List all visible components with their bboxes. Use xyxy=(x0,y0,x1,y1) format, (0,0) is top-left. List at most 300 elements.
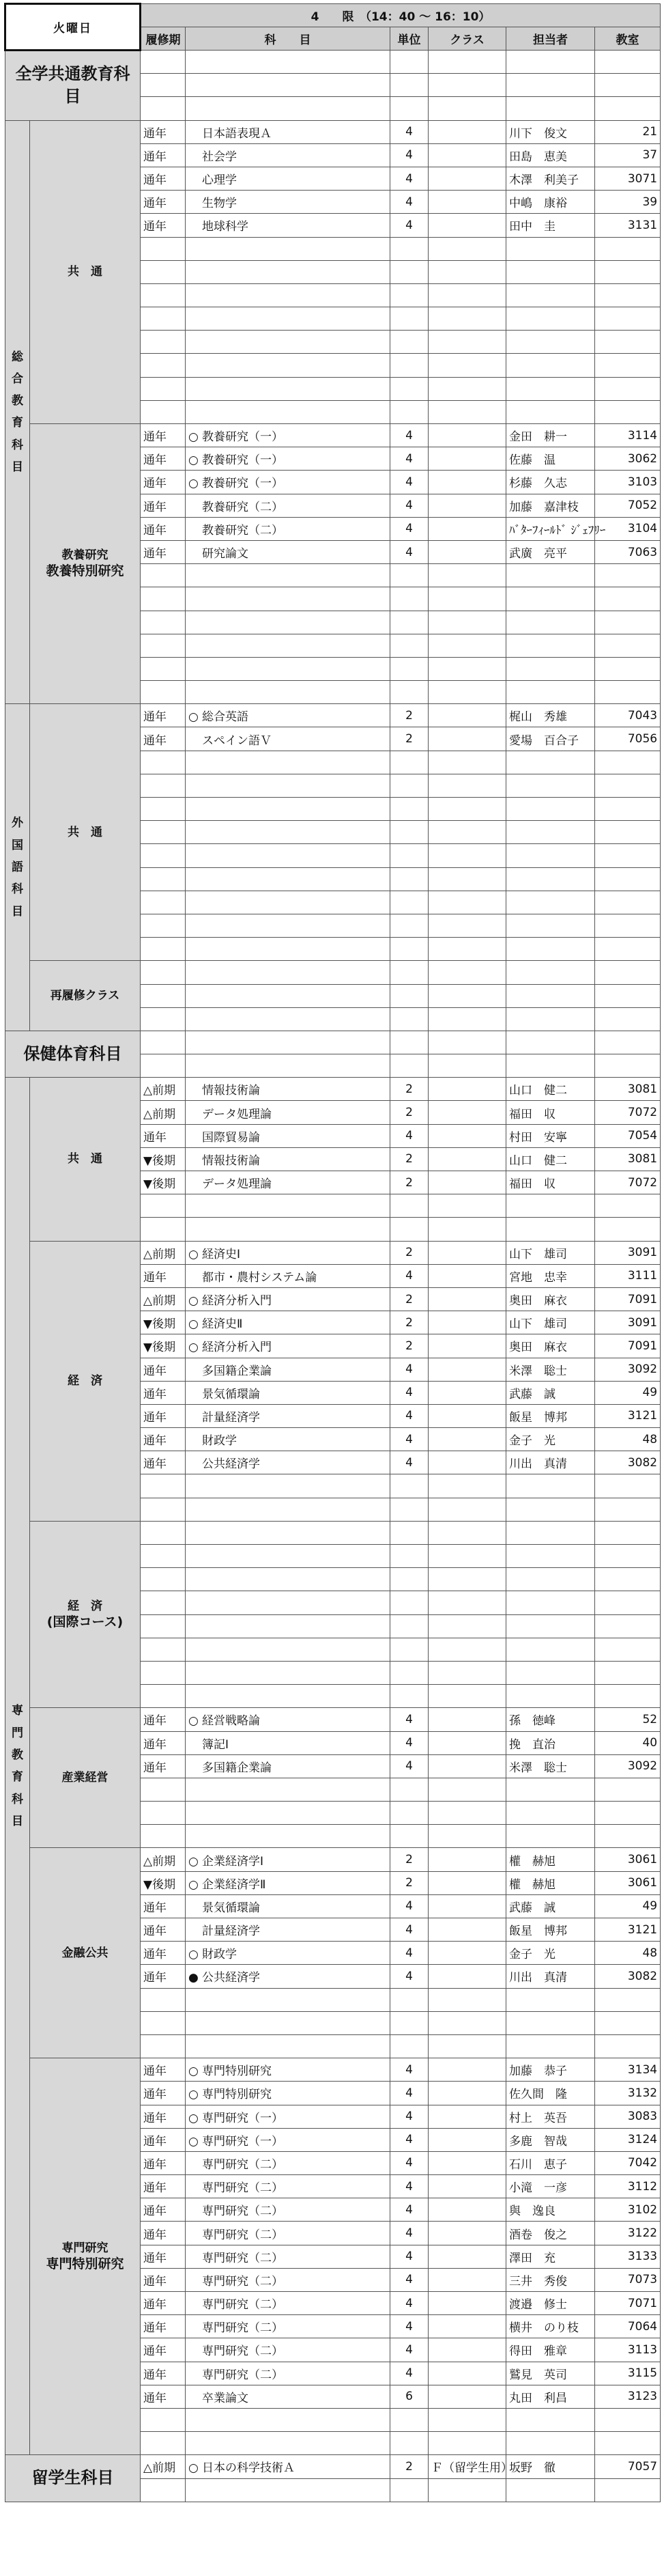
col-units: 単位 xyxy=(390,27,429,51)
units-cell xyxy=(390,1591,429,1614)
units-cell xyxy=(390,331,429,354)
term-cell: 通年 xyxy=(141,1451,186,1474)
teacher-cell xyxy=(506,2034,595,2058)
term-cell xyxy=(141,2011,186,2034)
course-name: 多国籍企業論 xyxy=(202,1364,272,1378)
units-cell xyxy=(390,283,429,307)
term-cell xyxy=(141,1661,186,1684)
group-label-main: 共 通 xyxy=(68,1152,102,1166)
course-name: 専門研究（二） xyxy=(202,2274,283,2288)
teacher-cell xyxy=(506,2478,595,2502)
term-cell xyxy=(141,331,186,354)
units-cell: 4 xyxy=(390,120,429,143)
category-label: 総合教育科目 xyxy=(5,120,30,704)
subject-cell xyxy=(186,74,390,97)
class-cell xyxy=(429,2082,506,2105)
room-cell xyxy=(595,1545,661,1568)
subject-cell xyxy=(186,237,390,260)
class-cell xyxy=(429,2198,506,2222)
units-cell: 4 xyxy=(390,2245,429,2268)
subject-cell xyxy=(186,1241,390,1264)
group-label-main: 専門研究 xyxy=(61,2241,109,2255)
term-cell: ▼後期 xyxy=(141,1334,186,1358)
units-cell: 4 xyxy=(390,2268,429,2291)
class-cell xyxy=(429,424,506,447)
units-cell xyxy=(390,938,429,961)
units-cell: 4 xyxy=(390,2151,429,2174)
subject-cell xyxy=(186,774,390,797)
empty-row xyxy=(5,961,661,984)
room-cell: 3061 xyxy=(595,1871,661,1894)
class-cell xyxy=(429,1334,506,1358)
units-cell xyxy=(390,891,429,914)
term-cell xyxy=(141,283,186,307)
group-label-main: 経 済 xyxy=(68,1599,102,1613)
room-cell: 21 xyxy=(595,120,661,143)
room-cell: 3071 xyxy=(595,167,661,190)
units-cell: 2 xyxy=(390,727,429,751)
term-cell xyxy=(141,564,186,587)
course-name: 心理学 xyxy=(202,173,237,188)
teacher-cell: 村田 安寧 xyxy=(506,1124,595,1147)
term-cell xyxy=(141,354,186,377)
teacher-cell: 米澤 聡士 xyxy=(506,1754,595,1778)
subject-cell xyxy=(186,377,390,400)
class-cell xyxy=(429,751,506,774)
teacher-cell: 横井 のり枝 xyxy=(506,2315,595,2338)
units-cell xyxy=(390,2408,429,2431)
subject-cell xyxy=(186,634,390,657)
term-cell: 通年 xyxy=(141,2385,186,2408)
units-cell xyxy=(390,1474,429,1498)
class-cell xyxy=(429,1171,506,1194)
units-cell xyxy=(390,1498,429,1521)
units-cell: 4 xyxy=(390,1381,429,1404)
course-mark: ○ xyxy=(188,1854,199,1868)
units-cell xyxy=(390,1661,429,1684)
term-cell xyxy=(141,1521,186,1544)
class-cell xyxy=(429,1848,506,1871)
class-cell xyxy=(429,2034,506,2058)
teacher-cell xyxy=(506,634,595,657)
subject-cell xyxy=(186,1381,390,1404)
class-cell xyxy=(429,354,506,377)
teacher-cell xyxy=(506,283,595,307)
course-name: 多国籍企業論 xyxy=(202,1761,272,1775)
group-label-main: 産業経営 xyxy=(61,1771,109,1785)
teacher-cell: 梶山 秀雄 xyxy=(506,704,595,727)
class-cell xyxy=(429,237,506,260)
course-name: 日本語表現Ａ xyxy=(202,126,272,141)
teacher-cell: 中嶋 康裕 xyxy=(506,191,595,214)
course-name: 公共経済学 xyxy=(202,1971,260,1985)
course-mark: ○ xyxy=(188,2088,199,2102)
units-cell xyxy=(390,1054,429,1078)
subject-cell xyxy=(186,914,390,937)
teacher-cell: 木澤 利美子 xyxy=(506,167,595,190)
subject-cell xyxy=(186,1894,390,1918)
period-title: 4 限 （14：40 ～ 16：10） xyxy=(141,4,661,27)
term-cell xyxy=(141,844,186,867)
term-cell: 通年 xyxy=(141,1942,186,1965)
units-cell xyxy=(390,774,429,797)
teacher-cell xyxy=(506,867,595,891)
units-cell: 2 xyxy=(390,1147,429,1171)
teacher-cell xyxy=(506,587,595,611)
class-cell xyxy=(429,1988,506,2011)
group-label-main: 再履修クラス xyxy=(50,989,120,1003)
term-cell: 通年 xyxy=(141,2198,186,2222)
class-cell xyxy=(429,704,506,727)
room-cell: 3102 xyxy=(595,2198,661,2222)
units-cell: 4 xyxy=(390,540,429,563)
room-cell: 3092 xyxy=(595,1754,661,1778)
term-cell: 通年 xyxy=(141,1965,186,1988)
room-cell xyxy=(595,1474,661,1498)
room-cell: 7054 xyxy=(595,1124,661,1147)
course-name: 計量経済学 xyxy=(202,1410,260,1425)
room-cell xyxy=(595,260,661,283)
room-cell: 37 xyxy=(595,143,661,167)
term-cell: 通年 xyxy=(141,2362,186,2385)
class-cell xyxy=(429,1545,506,1568)
room-cell xyxy=(595,961,661,984)
subject-cell xyxy=(186,2151,390,2174)
units-cell xyxy=(390,1685,429,1708)
subject-cell xyxy=(186,1404,390,1427)
class-cell xyxy=(429,681,506,704)
room-cell xyxy=(595,1591,661,1614)
units-cell: 4 xyxy=(390,2175,429,2198)
header-row-top xyxy=(5,4,661,27)
subject-cell xyxy=(186,307,390,331)
course-name: 都市・農村システム論 xyxy=(202,1270,317,1285)
term-cell xyxy=(141,2432,186,2455)
teacher-cell xyxy=(506,1545,595,1568)
term-cell: 通年 xyxy=(141,471,186,494)
col-room: 教室 xyxy=(595,27,661,51)
class-cell xyxy=(429,914,506,937)
units-cell: 4 xyxy=(390,447,429,471)
course-name: 日本の科学技術Ａ xyxy=(202,2461,295,2476)
course-row xyxy=(5,1708,661,1731)
units-cell: 4 xyxy=(390,2128,429,2151)
teacher-cell xyxy=(506,938,595,961)
teacher-cell: 飯星 博邦 xyxy=(506,1918,595,1942)
term-cell xyxy=(141,751,186,774)
term-cell xyxy=(141,1498,186,1521)
units-cell xyxy=(390,961,429,984)
units-cell: 4 xyxy=(390,494,429,517)
term-cell xyxy=(141,657,186,680)
room-cell xyxy=(595,611,661,634)
term-cell xyxy=(141,1591,186,1614)
teacher-cell: 挽 直治 xyxy=(506,1731,595,1754)
room-cell xyxy=(595,587,661,611)
term-cell: 通年 xyxy=(141,494,186,517)
subject-cell xyxy=(186,681,390,704)
course-name: 情報技術論 xyxy=(202,1084,260,1098)
subject-cell xyxy=(186,424,390,447)
room-cell xyxy=(595,2478,661,2502)
subject-cell xyxy=(186,1802,390,1825)
class-cell xyxy=(429,1381,506,1404)
class-cell xyxy=(429,540,506,563)
room-cell: 3082 xyxy=(595,1965,661,1988)
room-cell xyxy=(595,1638,661,1661)
course-name: 専門研究（二） xyxy=(202,2204,283,2219)
term-cell: 通年 xyxy=(141,214,186,237)
units-cell: 4 xyxy=(390,1942,429,1965)
teacher-cell: 三井 秀俊 xyxy=(506,2268,595,2291)
timetable-page xyxy=(0,3,664,2576)
course-mark: ○ xyxy=(188,1294,199,1308)
subject-cell xyxy=(186,2455,390,2478)
teacher-cell: 山下 雄司 xyxy=(506,1311,595,1334)
group-label-main: 共 通 xyxy=(68,825,102,839)
category-label: 全学共通教育科目 xyxy=(5,51,141,121)
class-cell xyxy=(429,1708,506,1731)
teacher-cell xyxy=(506,377,595,400)
room-cell xyxy=(595,681,661,704)
units-cell xyxy=(390,1825,429,1848)
term-cell: 通年 xyxy=(141,1894,186,1918)
class-cell xyxy=(429,1591,506,1614)
class-cell xyxy=(429,961,506,984)
term-cell: 通年 xyxy=(141,727,186,751)
teacher-cell: 田中 圭 xyxy=(506,214,595,237)
units-cell: 4 xyxy=(390,2222,429,2245)
room-cell xyxy=(595,798,661,821)
units-cell: 4 xyxy=(390,1754,429,1778)
subject-cell xyxy=(186,1638,390,1661)
teacher-cell xyxy=(506,2011,595,2034)
teacher-cell xyxy=(506,1988,595,2011)
room-cell xyxy=(595,283,661,307)
room-cell: 3081 xyxy=(595,1147,661,1171)
units-cell: 4 xyxy=(390,2082,429,2105)
timetable xyxy=(4,3,661,2502)
subject-cell xyxy=(186,471,390,494)
term-cell xyxy=(141,1054,186,1078)
teacher-cell: 村上 英吾 xyxy=(506,2105,595,2128)
class-cell xyxy=(429,587,506,611)
room-cell: 7072 xyxy=(595,1101,661,1124)
class-cell xyxy=(429,1521,506,1544)
units-cell: 2 xyxy=(390,704,429,727)
subject-cell xyxy=(186,2245,390,2268)
subject-cell xyxy=(186,821,390,844)
units-cell xyxy=(390,1568,429,1591)
class-cell xyxy=(429,471,506,494)
teacher-cell xyxy=(506,681,595,704)
room-cell: 3134 xyxy=(595,2058,661,2082)
course-name: 卒業論文 xyxy=(202,2391,248,2405)
room-cell xyxy=(595,1218,661,1241)
room-cell xyxy=(595,751,661,774)
group-label xyxy=(30,1848,141,2058)
teacher-cell: 武藤 誠 xyxy=(506,1894,595,1918)
subject-cell xyxy=(186,2315,390,2338)
term-cell: 通年 xyxy=(141,1404,186,1427)
class-cell xyxy=(429,1778,506,1801)
category-label: 外国語科目 xyxy=(5,704,30,1031)
subject-cell xyxy=(186,214,390,237)
teacher-cell: 金田 耕一 xyxy=(506,424,595,447)
subject-cell xyxy=(186,938,390,961)
units-cell: 2 xyxy=(390,1101,429,1124)
course-name: 国際貿易論 xyxy=(202,1130,260,1145)
course-name: 生物学 xyxy=(202,197,237,211)
subject-cell xyxy=(186,1287,390,1311)
subject-cell xyxy=(186,494,390,517)
room-cell: 48 xyxy=(595,1942,661,1965)
teacher-cell xyxy=(506,74,595,97)
units-cell xyxy=(390,377,429,400)
term-cell xyxy=(141,961,186,984)
subject-cell xyxy=(186,564,390,587)
term-cell xyxy=(141,1802,186,1825)
teacher-cell: 多鹿 智哉 xyxy=(506,2128,595,2151)
units-cell xyxy=(390,564,429,587)
class-cell xyxy=(429,984,506,1007)
course-row xyxy=(5,424,661,447)
term-cell xyxy=(141,681,186,704)
term-cell: 通年 xyxy=(141,2082,186,2105)
subject-cell xyxy=(186,2011,390,2034)
group-label xyxy=(30,1078,141,1241)
subject-cell xyxy=(186,167,390,190)
course-name: 地球科学 xyxy=(202,220,248,234)
room-cell: 3131 xyxy=(595,214,661,237)
class-cell xyxy=(429,1802,506,1825)
room-cell: 3113 xyxy=(595,2338,661,2362)
term-cell xyxy=(141,891,186,914)
teacher-cell: 權 赫旭 xyxy=(506,1848,595,1871)
subject-cell xyxy=(186,1754,390,1778)
course-mark: ● xyxy=(188,1971,199,1985)
units-cell xyxy=(390,821,429,844)
teacher-cell xyxy=(506,1825,595,1848)
course-name: 公共経済学 xyxy=(202,1457,260,1472)
teacher-cell xyxy=(506,1218,595,1241)
class-cell xyxy=(429,1685,506,1708)
course-name: 企業経済学Ⅱ xyxy=(202,1877,266,1892)
class-cell xyxy=(429,727,506,751)
units-cell: 2 xyxy=(390,1334,429,1358)
course-row xyxy=(5,1078,661,1101)
units-cell: 2 xyxy=(390,1241,429,1264)
term-cell xyxy=(141,1007,186,1031)
teacher-cell xyxy=(506,354,595,377)
course-name: 経済史Ⅰ xyxy=(202,1247,241,1261)
subject-cell xyxy=(186,2082,390,2105)
units-cell: 2 xyxy=(390,1311,429,1334)
term-cell: 通年 xyxy=(141,2058,186,2082)
subject-cell xyxy=(186,1428,390,1451)
room-cell xyxy=(595,1007,661,1031)
class-cell xyxy=(429,1404,506,1427)
class-cell xyxy=(429,1358,506,1381)
teacher-cell xyxy=(506,1568,595,1591)
course-name: 景気循環論 xyxy=(202,1387,260,1401)
teacher-cell: 孫 徳峰 xyxy=(506,1708,595,1731)
room-cell xyxy=(595,657,661,680)
units-cell: 4 xyxy=(390,1124,429,1147)
course-name: 企業経済学Ⅰ xyxy=(202,1854,264,1868)
course-name: 総合英語 xyxy=(202,710,248,725)
class-cell xyxy=(429,774,506,797)
class-cell xyxy=(429,867,506,891)
course-mark: ○ xyxy=(188,477,199,491)
term-cell xyxy=(141,1778,186,1801)
class-cell xyxy=(429,307,506,331)
term-cell: △前期 xyxy=(141,1101,186,1124)
units-cell xyxy=(390,237,429,260)
teacher-cell xyxy=(506,657,595,680)
subject-cell xyxy=(186,331,390,354)
teacher-cell xyxy=(506,564,595,587)
term-cell: 通年 xyxy=(141,540,186,563)
col-class: クラス xyxy=(429,27,506,51)
room-cell xyxy=(595,938,661,961)
course-name: 経済分析入門 xyxy=(202,1341,272,1355)
teacher-cell xyxy=(506,1521,595,1544)
teacher-cell: 丸田 利昌 xyxy=(506,2385,595,2408)
room-cell: 7091 xyxy=(595,1287,661,1311)
subject-cell xyxy=(186,727,390,751)
teacher-cell xyxy=(506,1474,595,1498)
subject-cell xyxy=(186,1848,390,1871)
class-cell xyxy=(429,1218,506,1241)
teacher-cell: 得田 雅章 xyxy=(506,2338,595,2362)
course-row xyxy=(5,704,661,727)
teacher-cell: 加藤 恭子 xyxy=(506,2058,595,2082)
units-cell: 4 xyxy=(390,2315,429,2338)
room-cell: 7052 xyxy=(595,494,661,517)
class-cell xyxy=(429,1264,506,1287)
course-mark: ○ xyxy=(188,2111,199,2125)
term-cell xyxy=(141,51,186,74)
class-cell xyxy=(429,821,506,844)
term-cell xyxy=(141,377,186,400)
class-cell xyxy=(429,191,506,214)
subject-cell xyxy=(186,400,390,423)
class-cell xyxy=(429,891,506,914)
units-cell: 4 xyxy=(390,2362,429,2385)
units-cell xyxy=(390,307,429,331)
teacher-cell xyxy=(506,51,595,74)
class-cell xyxy=(429,1568,506,1591)
term-cell: 通年 xyxy=(141,1918,186,1942)
class-cell xyxy=(429,2105,506,2128)
units-cell xyxy=(390,657,429,680)
teacher-cell xyxy=(506,1194,595,1218)
room-cell: 3061 xyxy=(595,1848,661,1871)
room-cell xyxy=(595,1194,661,1218)
class-cell xyxy=(429,1942,506,1965)
teacher-cell: 加藤 嘉津枝 xyxy=(506,494,595,517)
group-label-sub: (国際コース) xyxy=(46,1614,124,1629)
group-label-sub: 教養特別研究 xyxy=(46,563,124,579)
units-cell xyxy=(390,1194,429,1218)
units-cell: 2 xyxy=(390,1078,429,1101)
teacher-cell xyxy=(506,798,595,821)
group-label xyxy=(30,1241,141,1521)
class-cell xyxy=(429,938,506,961)
room-cell: 3062 xyxy=(595,447,661,471)
group-label-main: 経 済 xyxy=(68,1374,102,1388)
